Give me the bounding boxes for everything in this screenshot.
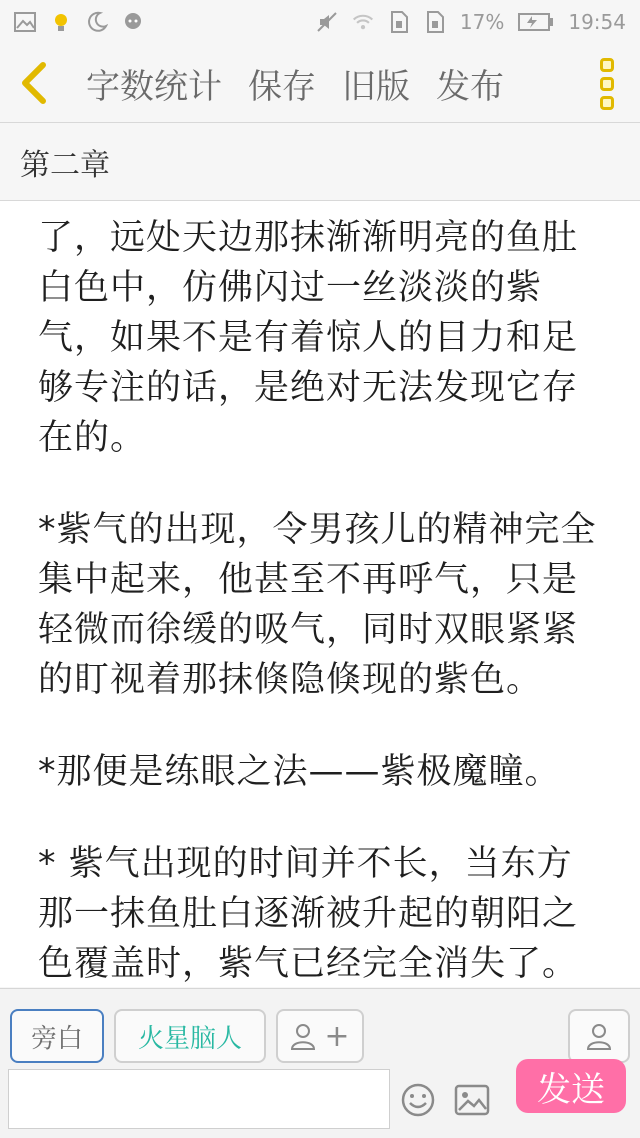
battery-percent: 17% (459, 10, 505, 34)
editor-toolbar (0, 44, 640, 122)
gallery-icon (14, 11, 36, 33)
character-chip[interactable]: 火星脑人 (114, 1009, 266, 1063)
word-count-button[interactable]: 字数统计 (86, 66, 222, 107)
battery-icon (518, 11, 554, 33)
person-icon (586, 1022, 612, 1050)
sim1-icon (388, 11, 410, 33)
paragraph: *那便是练眼之法——紫极魔瞳。 (38, 752, 561, 792)
menu-dot-icon (600, 58, 614, 72)
paragraph: * 紫气出现的时间并不长，当东方那一抹鱼肚白逐渐被升起的朝阳之色覆盖时，紫气已经完全消失了。 (38, 844, 579, 984)
back-button[interactable] (4, 44, 64, 122)
image-icon (454, 1084, 490, 1116)
paragraph: 了，远处天边那抹渐渐明亮的鱼肚白色中，仿佛闪过一丝淡淡的紫气，如果不是有着惊人的目力和足够专注的话，是绝对无法发现它存在的。 (38, 218, 579, 458)
plus-icon: + (324, 1018, 350, 1054)
old-version-button[interactable]: 旧版 (342, 66, 410, 107)
sim2-icon (424, 11, 446, 33)
send-button[interactable]: 发送 (516, 1059, 626, 1113)
clock: 19:54 (568, 10, 626, 34)
mute-icon (316, 11, 338, 33)
person-icon (290, 1022, 316, 1050)
toolbar-divider (0, 122, 640, 123)
wifi-icon (352, 11, 374, 33)
publish-button[interactable]: 发布 (436, 66, 504, 107)
menu-dot-icon (600, 77, 614, 91)
paragraph: *紫气的出现，令男孩儿的精神完全集中起来，他甚至不再呼气，只是轻微而徐缓的吸气，同时双眼紧紧的盯视着那抹倏隐倏现的紫色。 (38, 510, 597, 700)
chevron-left-icon (19, 61, 49, 105)
add-character-button[interactable] (276, 1009, 364, 1063)
moon-icon (86, 11, 108, 33)
chapter-body-editor[interactable] (0, 201, 640, 987)
emoji-button[interactable] (400, 1082, 436, 1118)
status-left (14, 11, 144, 33)
smiley-icon (400, 1082, 436, 1118)
profile-button[interactable] (568, 1009, 630, 1063)
narration-chip[interactable]: 旁白 (10, 1009, 104, 1063)
save-button[interactable]: 保存 (248, 66, 316, 107)
menu-dot-icon (600, 96, 614, 110)
chapter-title-field[interactable]: 第二章 (20, 148, 110, 183)
insert-image-button[interactable] (454, 1084, 490, 1116)
lightbulb-icon (50, 11, 72, 33)
more-menu-button[interactable] (594, 58, 620, 110)
status-bar (0, 0, 640, 44)
status-right (316, 10, 626, 34)
chapter-body-text (38, 213, 608, 987)
chat-bubble-icon (122, 11, 144, 33)
composer-bar (0, 988, 640, 1138)
message-input[interactable] (8, 1069, 390, 1129)
